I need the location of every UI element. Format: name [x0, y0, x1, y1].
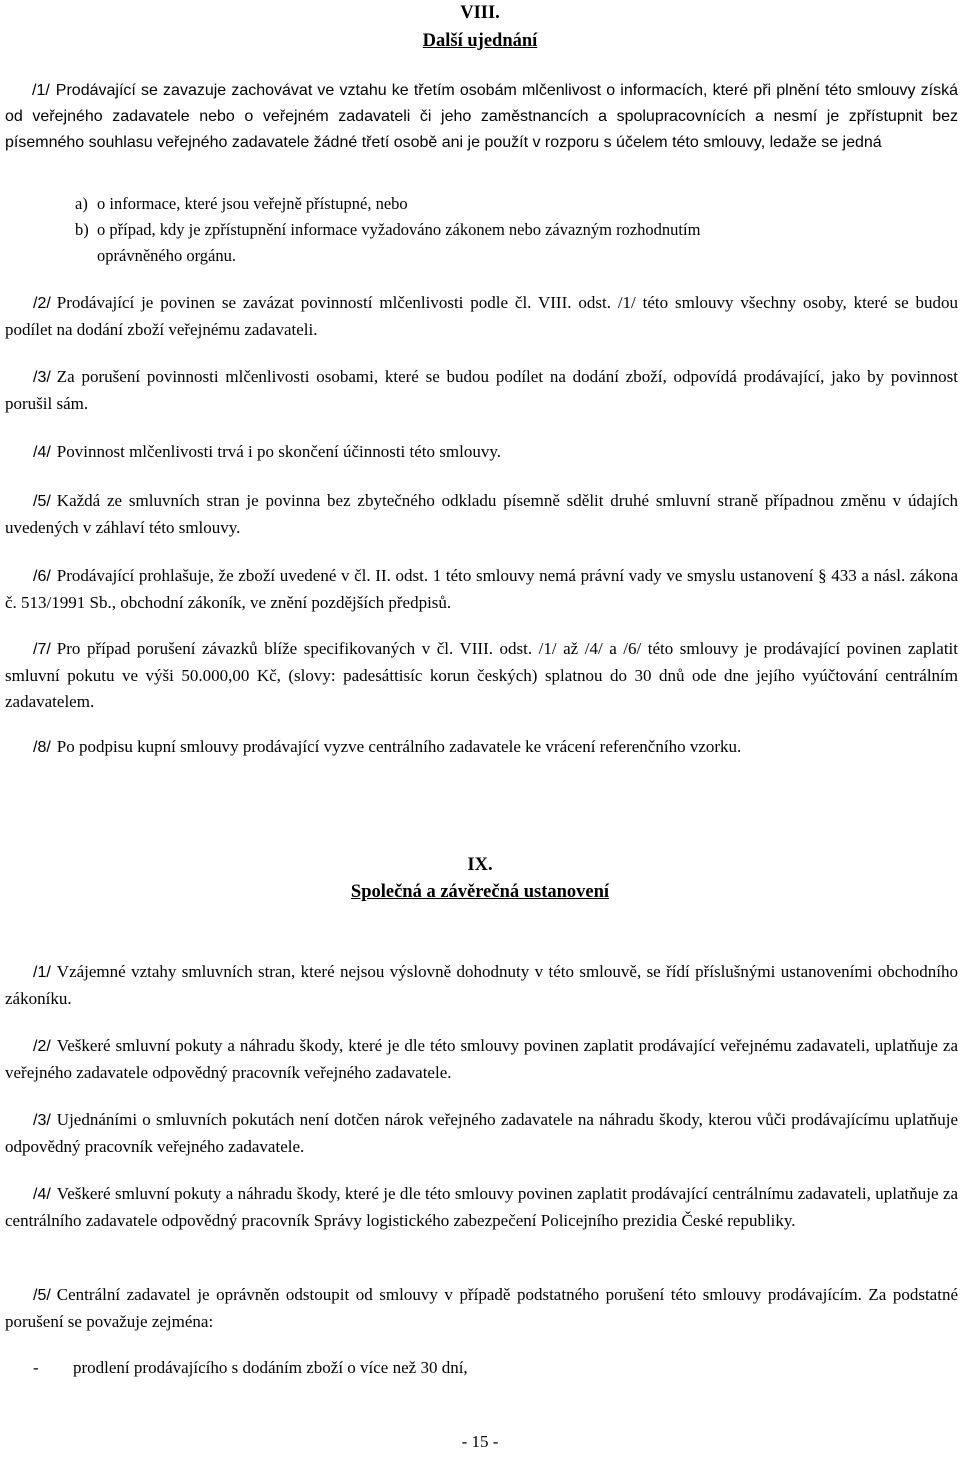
s9-paragraph-4 — [5, 1181, 958, 1234]
s8-p3-number: /3/ — [33, 369, 51, 386]
section-8-number: VIII. — [460, 3, 500, 23]
s9-p4-text: Veškeré smluvní pokuty a náhradu škody, které je dle této smlouvy povinen zaplatit prodávající centrálnímu zadavateli, uplatňuje za centrálního zadavatele odpovědný pracovník Správy logistického zabezpečení Policejního prezidia České republiky. — [5, 1184, 958, 1230]
s9-p2-text: Veškeré smluvní pokuty a náhradu škody, které je dle této smlouvy povinen zaplatit prodávající veřejnému zadavateli, uplatňuje za veřejného zadavatele odpovědný pracovník veřejného zadavatele. — [5, 1036, 958, 1082]
section-9-number: IX. — [467, 855, 493, 875]
bullet-text: prodlení prodávajícího s dodáním zboží o více než 30 dní, — [73, 1358, 468, 1377]
s8-paragraph-2 — [5, 290, 958, 343]
s8-p5-text: Každá ze smluvních stran je povinna bez zbytečného odkladu písemně sdělit druhé smluvní straně případnou změnu v údajích uvedených v záhlaví této smlouvy. — [5, 491, 958, 537]
list-item-b-continuation: oprávněného orgánu. — [97, 246, 236, 265]
s8-paragraph-6 — [5, 563, 958, 616]
list-item-a-text: o informace, které jsou veřejně přístupné, nebo — [97, 194, 408, 213]
s8-paragraph-4 — [5, 439, 958, 466]
s9-p3-number: /3/ — [33, 1112, 51, 1129]
list-item-b — [75, 217, 958, 269]
s8-paragraph-8 — [5, 734, 958, 761]
s8-p7-number: /7/ — [33, 641, 51, 658]
s9-p5-number: /5/ — [33, 1287, 51, 1304]
s8-p4-text: Povinnost mlčenlivosti trvá i po skončení účinnosti této smlouvy. — [56, 442, 501, 461]
s8-p2-number: /2/ — [33, 295, 51, 312]
s9-paragraph-2 — [5, 1033, 958, 1086]
list-item-a — [75, 191, 958, 217]
list-item-a-label: a) — [75, 194, 88, 213]
s9-paragraph-3 — [5, 1107, 958, 1160]
s8-paragraph-3 — [5, 364, 958, 417]
s9-paragraph-5 — [5, 1282, 958, 1335]
s8-p7-text: Pro případ porušení závazků blíže specifikovaných v čl. VIII. odst. /1/ až /4/ a /6/ této smlouvy je prodávající povinen zaplatit smluvní pokutu ve výši 50.000,00 Kč, (slovy: padesáttisíc korun českých) splatnou do 30 dnů ode dne jejího vyúčtování centrálním zadavatelem. — [5, 639, 958, 711]
s8-p1-text: Prodávající se zavazuje zachovávat ve vztahu ke třetím osobám mlčenlivost o informacích, které při plnění této smlouvy získá od veřejného zadavatele nebo o veřejném zadavateli či jeho zaměstnancích a spolupracovnících a nesmí je zpřístupnit bez písemného souhlasu veřejného zadavatele žádné třetí osobě ani je použít v rozporu s účelem této smlouvy, ledaže se jedná — [5, 82, 958, 151]
bullet-dash: - — [33, 1358, 39, 1377]
s9-p1-text: Vzájemné vztahy smluvních stran, které nejsou výslovně dohodnuty v této smlouvě, se řídí příslušnými ustanoveními obchodního zákoníku. — [5, 962, 958, 1008]
s9-p1-number: /1/ — [33, 964, 51, 981]
s8-p5-number: /5/ — [33, 493, 51, 510]
s8-p2-text: Prodávající je povinen se zavázat povinností mlčenlivosti podle čl. VIII. odst. /1/ této smlouvy všechny osoby, které se budou podílet na dodání zboží veřejnému zadavateli. — [5, 293, 958, 339]
s9-p4-number: /4/ — [33, 1186, 51, 1203]
s9-p5-text: Centrální zadavatel je oprávněn odstoupit od smlouvy v případě podstatného porušení této smlouvy prodávajícím. Za podstatné porušení se považuje zejména: — [5, 1285, 958, 1331]
list-item-b-label: b) — [75, 220, 89, 239]
s8-p4-number: /4/ — [33, 444, 51, 461]
s9-p3-text: Ujednáními o smluvních pokutách není dotčen nárok veřejného zadavatele na náhradu škody, kterou vůči prodávajícímu uplatňuje odpovědný pracovník veřejného zadavatele. — [5, 1110, 958, 1156]
s8-paragraph-5 — [5, 488, 958, 541]
s9-bullet-item — [33, 1355, 468, 1381]
page-number: - 15 - — [461, 1432, 499, 1451]
s8-p1-number: /1/ — [32, 82, 50, 99]
s9-p2-number: /2/ — [33, 1038, 51, 1055]
s8-paragraph-1 — [5, 78, 958, 156]
list-item-b-text: o případ, kdy je zpřístupnění informace vyžadováno zákonem nebo závazným rozhodnutím — [97, 220, 701, 239]
s8-p6-number: /6/ — [33, 568, 51, 585]
s8-paragraph-7 — [5, 636, 958, 715]
s8-p8-text: Po podpisu kupní smlouvy prodávající vyzve centrálního zadavatele ke vrácení referenčního vzorku. — [56, 737, 742, 756]
section-8-title: Další ujednání — [422, 31, 538, 51]
s9-paragraph-1 — [5, 959, 958, 1012]
s8-p6-text: Prodávající prohlašuje, že zboží uvedené v čl. II. odst. 1 této smlouvy nemá právní vady ve smyslu ustanovení § 433 a násl. zákona č. 513/1991 Sb., obchodní zákoník, ve znění pozdějších předpisů. — [5, 566, 958, 612]
s8-p8-number: /8/ — [33, 739, 51, 756]
section-9-title: Společná a závěrečná ustanovení — [350, 882, 610, 902]
s8-p3-text: Za porušení povinnosti mlčenlivosti osobami, které se budou podílet na dodání zboží, odpovídá prodávající, jako by povinnost porušil sám. — [5, 367, 958, 413]
